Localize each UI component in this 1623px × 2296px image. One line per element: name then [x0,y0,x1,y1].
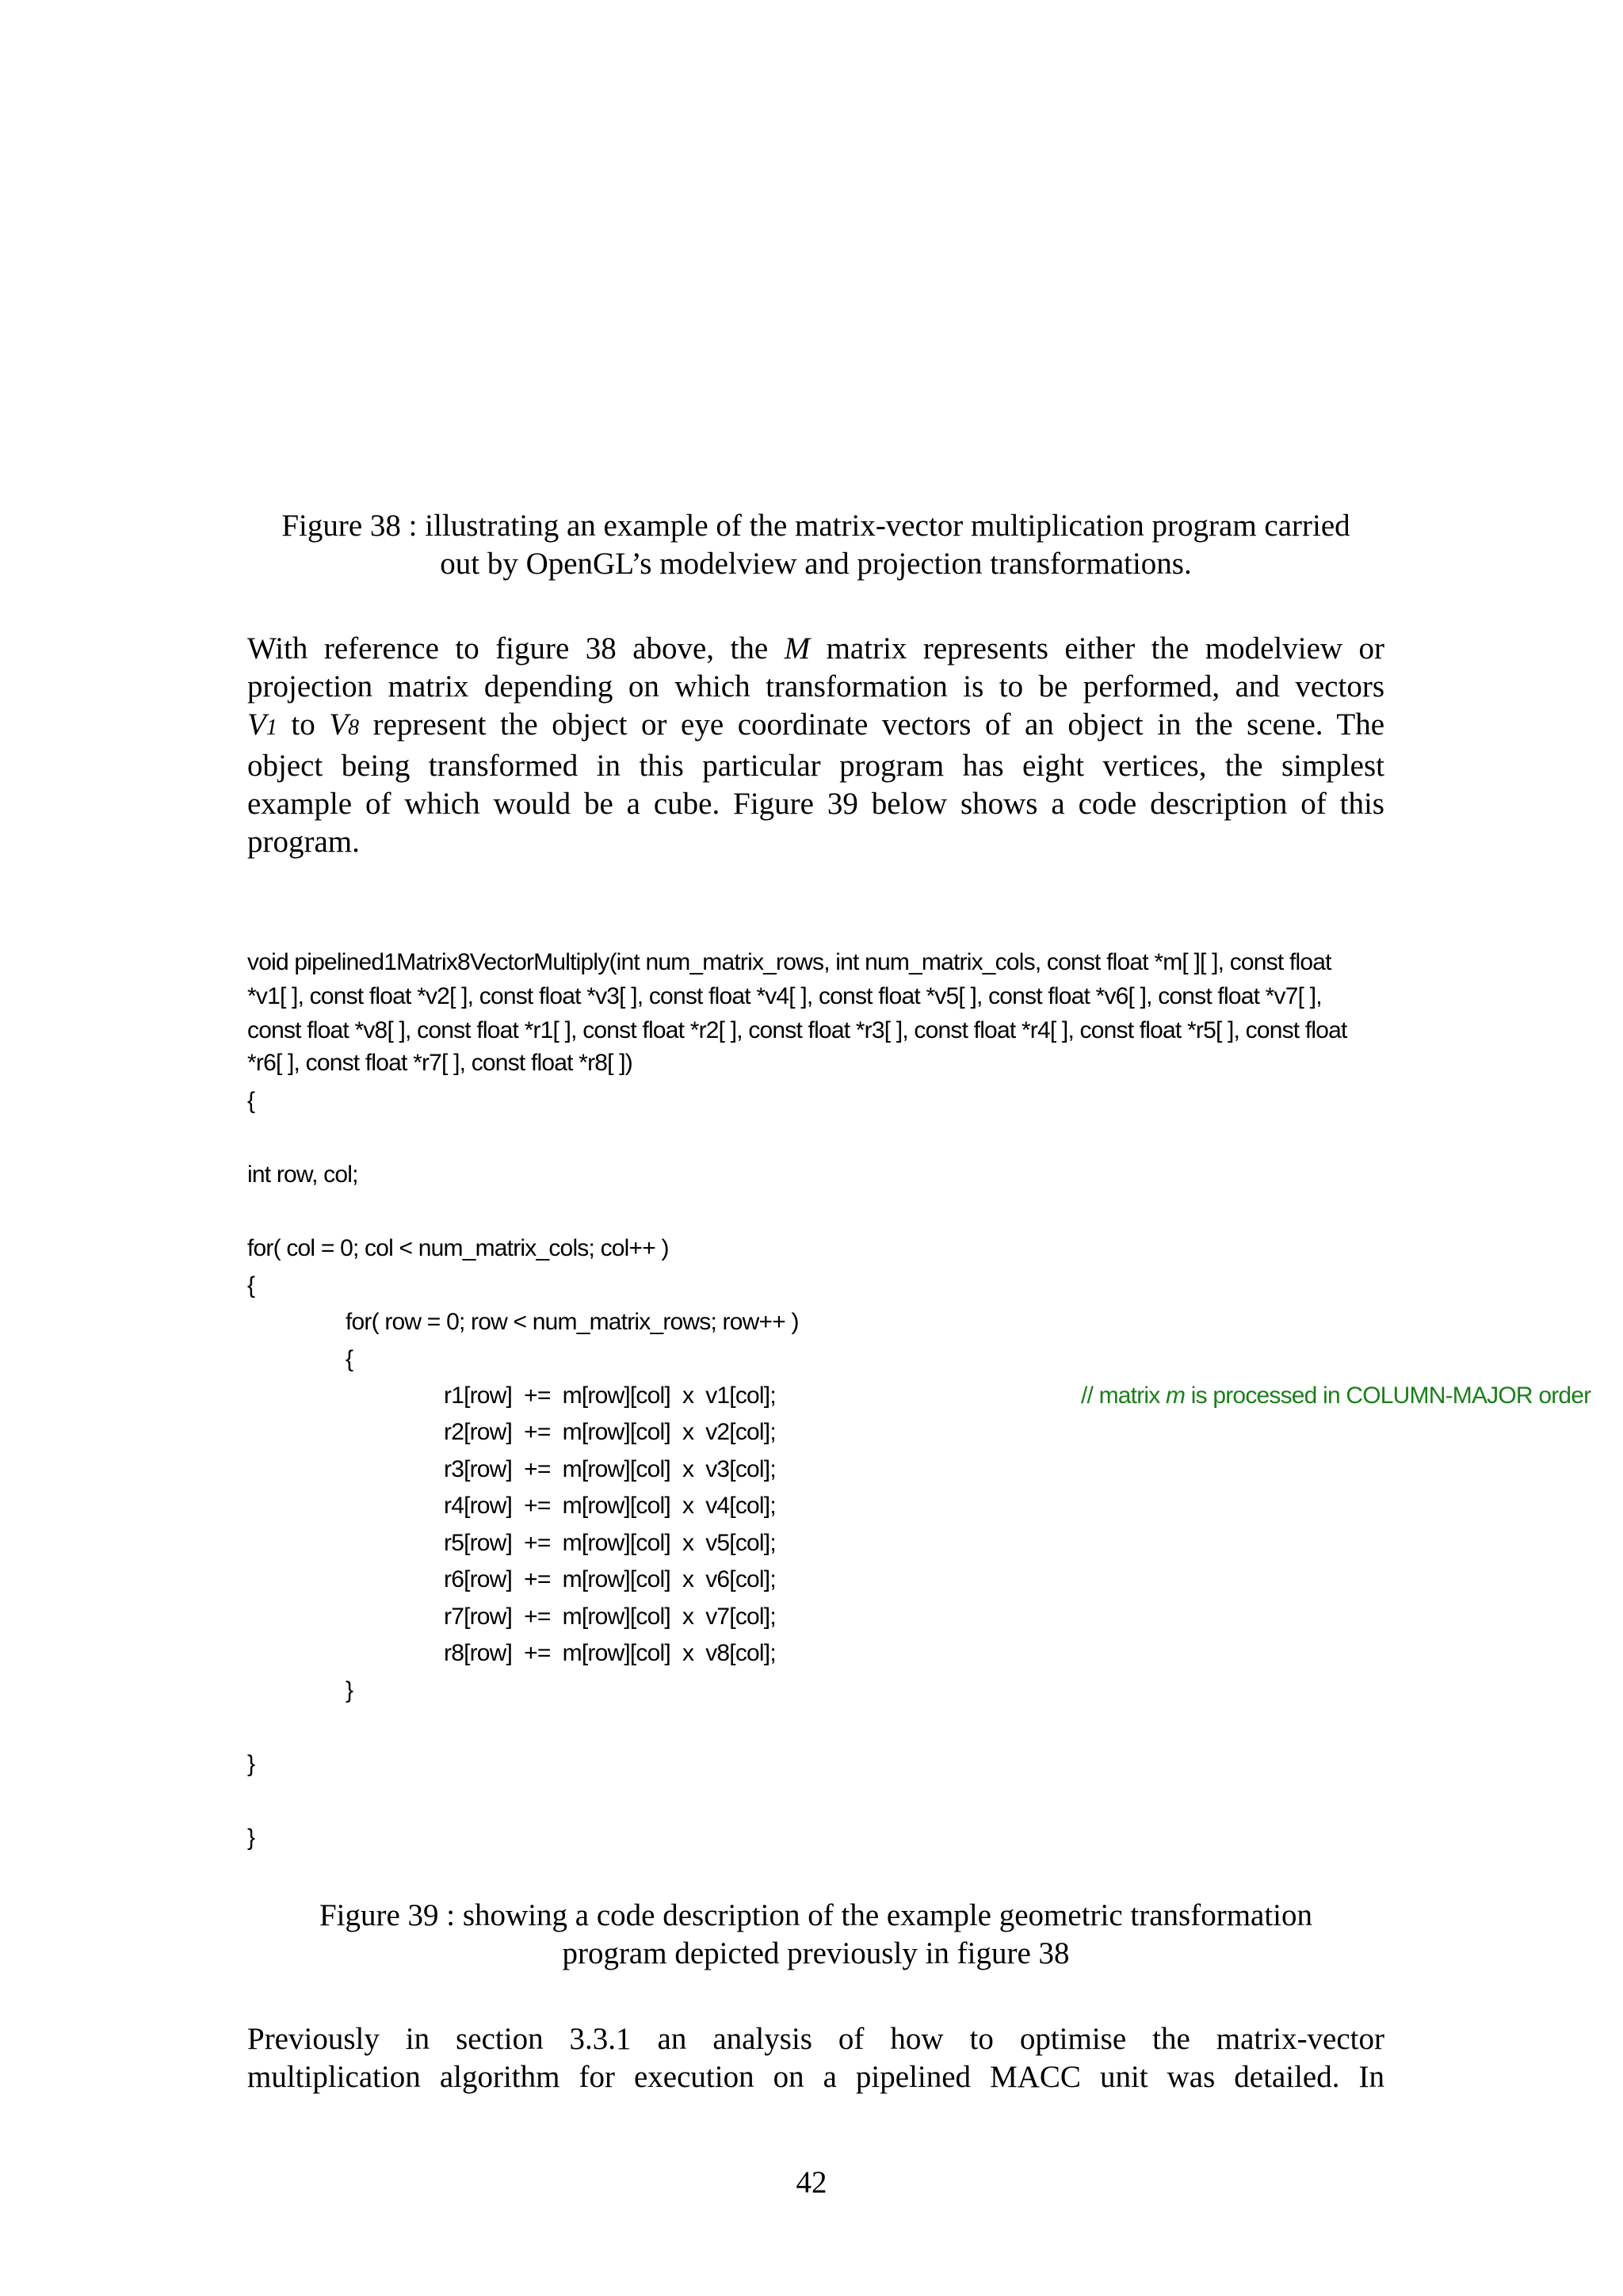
paragraph-line [247,630,1384,668]
figure-38-caption [247,507,1384,583]
paragraph-line: multiplication algorithm for execution on a pipelined MACC unit was detailed. In [247,2060,1384,2094]
code-line: { [247,1272,255,1299]
code-line: r5[row] += m[row][col] x v5[col]; [444,1530,776,1556]
paragraph-line: object being transformed in this particular program has eight vertices, the simplest [247,749,1384,783]
figure-39-caption [247,1897,1384,1973]
code-line: for( row = 0; row < num_matrix_rows; row++ ) [346,1309,799,1335]
paragraph-line: Previously in section 3.3.1 an analysis of how to optimise the matrix-vector [247,2022,1384,2056]
comment-text: // matrix [1081,1383,1167,1409]
paragraph-line: program. [247,825,360,859]
code-line: r6[row] += m[row][col] x v6[col]; [444,1566,776,1592]
comment-text: is processed in COLUMN-MAJOR order [1185,1383,1591,1409]
page-number: 42 [796,2165,827,2199]
vector-subscript: 1 [265,715,277,740]
paragraph-line [247,706,1384,747]
text-run: With reference to figure 38 above, the [247,631,785,666]
vector-subscript: 8 [348,715,360,740]
vector-symbol: V [329,707,349,742]
code-line: r1[row] += m[row][col] x v1[col]; [444,1383,776,1409]
vector-symbol: V [247,707,266,742]
code-line: void pipelined1Matrix8VectorMultiply(int num_matrix_rows, int num_matrix_cols, const float *m[ ][ ], const float [247,949,1331,975]
figure-38-caption-line: Figure 38 : illustrating an example of the matrix-vector multiplication program carried [281,509,1350,543]
code-line: for( col = 0; col < num_matrix_cols; col++ ) [247,1235,669,1261]
text-run: matrix represents either the modelview or [810,631,1385,666]
paragraph-line: example of which would be a cube. Figure 39 below shows a code description of this [247,787,1384,821]
code-line: r4[row] += m[row][col] x v4[col]; [444,1493,776,1519]
text-run: to [277,707,330,742]
comment-matrix-symbol: m [1166,1383,1186,1409]
text-run: represent the object or eye coordinate vectors of an object in the scene. The [359,707,1384,742]
body-paragraph-1 [247,630,1384,861]
code-line: *v1[ ], const float *v2[ ], const float *v3[ ], const float *v4[ ], const float *v5[ ], const float *v6[ ], const float *v7[ ], [247,983,1322,1009]
code-comment [1081,1383,1591,1409]
matrix-symbol: M [784,631,811,666]
code-line: } [346,1677,353,1703]
body-paragraph-2 [247,2020,1384,2096]
code-line: r8[row] += m[row][col] x v8[col]; [444,1640,776,1666]
code-line: { [247,1088,255,1114]
code-line: r7[row] += m[row][col] x v7[col]; [444,1604,776,1630]
code-line: const float *v8[ ], const float *r1[ ], const float *r2[ ], const float *r3[ ], const float *r4[ ], const float *r5[ ], const float [247,1017,1347,1043]
code-line: r2[row] += m[row][col] x v2[col]; [444,1419,776,1445]
figure-39-caption-line: Figure 39 : showing a code description of the example geometric transformation [319,1898,1313,1932]
code-line: } [247,1751,255,1777]
figure-38-caption-line: out by OpenGL’s modelview and projection transformations. [440,547,1192,581]
code-line: r3[row] += m[row][col] x v3[col]; [444,1456,776,1482]
code-line: { [346,1346,353,1372]
code-line: int row, col; [247,1161,358,1188]
figure-39-caption-line: program depicted previously in figure 38 [562,1936,1070,1970]
code-line: *r6[ ], const float *r7[ ], const float *r8[ ]) [247,1050,632,1076]
code-line: } [247,1825,255,1851]
paragraph-line: projection matrix depending on which transformation is to be performed, and vectors [247,669,1384,704]
